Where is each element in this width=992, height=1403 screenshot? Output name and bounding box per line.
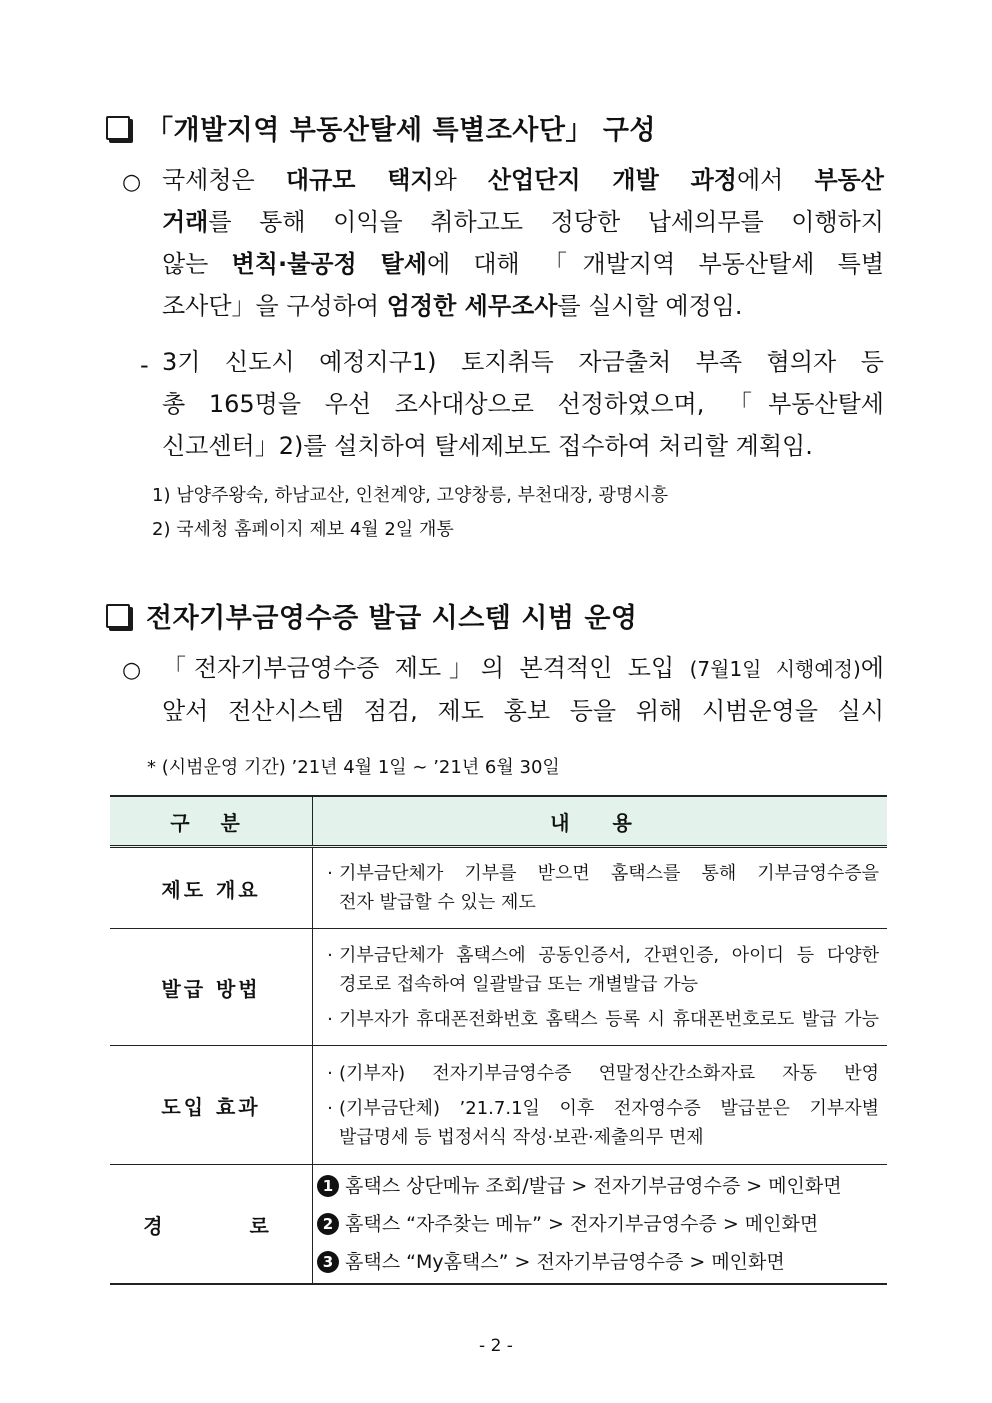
section2-bullet: ○ xyxy=(122,658,142,683)
paragraph-line: 신고센터」2)를 설치하여 탈세제보도 접수하여 처리할 계획임. xyxy=(162,432,813,460)
section2-line1-c: 에 xyxy=(860,654,884,682)
section2-line2: 앞서 전산시스템 점검, 제도 홍보 등을 위해 시범운영을 실시 xyxy=(162,697,884,725)
table-row xyxy=(110,847,887,929)
path-item: 1 홈택스 상단메뉴 조회/발급 > 전자기부금영수증 > 메인화면 xyxy=(317,1167,887,1205)
paragraph-line: 조사단」을 구성하여 엄정한 세무조사를 실시할 예정임. xyxy=(162,292,743,320)
row-content xyxy=(313,847,888,929)
row-label: 경 로 xyxy=(110,1165,313,1285)
footnote: 1) 남양주왕숙, 하남교산, 인천계양, 고양창릉, 부천대장, 광명시흥 xyxy=(152,485,669,506)
section1-heading xyxy=(106,108,656,147)
section2-heading xyxy=(106,596,638,635)
footnote: 2) 국세청 홈페이지 제보 4월 2일 개통 xyxy=(152,519,454,540)
paragraph-line: 3기 신도시 예정지구1) 토지취득 자금출처 부족 혐의자 등 xyxy=(162,348,884,376)
paragraph-line: 국세청은 대규모 택지와 산업단지 개발 과정에서 부동산 xyxy=(162,166,884,194)
paragraph-line: 거래를 통해 이익을 취하고도 정당한 납세의무를 이행하지 xyxy=(162,208,884,236)
path-item: 2 홈택스 “자주찾는 메뉴” > 전자기부금영수증 > 메인화면 xyxy=(317,1205,887,1243)
section1-footnotes xyxy=(152,479,668,547)
table-row xyxy=(110,1046,887,1165)
row-label: 도입 효과 xyxy=(110,1046,313,1165)
section2-line1-b: (7월1일 시행예정) xyxy=(689,657,861,681)
number-2-icon: 2 xyxy=(317,1213,339,1235)
table-header-category: 구 분 xyxy=(110,796,313,847)
paragraph-line: 총 165명을 우선 조사대상으로 선정하였으며, 「부동산탈세 xyxy=(162,390,884,418)
table-row xyxy=(110,929,887,1046)
number-3-icon: 3 xyxy=(317,1251,339,1273)
section1-sub-paragraph xyxy=(162,341,884,467)
row-label: 제도 개요 xyxy=(110,847,313,929)
list-item: · 기부금단체가 홈택스에 공동인증서, 간편인증, 아이디 등 다양한 경로로 접속하여 일괄발급 또는 개별발급 가능 xyxy=(327,944,879,995)
section2-title: 전자기부금영수증 발급 시스템 시범 운영 xyxy=(146,603,638,634)
list-item: · (기부금단체) ’21.7.1일 이후 전자영수증 발급분은 기부자별 발급명세 등 법정서식 작성·보관·제출의무 면제 xyxy=(327,1097,879,1148)
page-number: - 2 - xyxy=(479,1336,513,1356)
section2-line1-a: 「전자기부금영수증 제도」의 본격적인 도입 xyxy=(162,654,690,682)
list-item: · (기부자) 전자기부금영수증 연말정산간소화자료 자동 반영 xyxy=(327,1062,879,1084)
row-content xyxy=(313,929,888,1046)
number-1-icon: 1 xyxy=(317,1175,339,1197)
list-item: · 기부자가 휴대폰전화번호 홈택스 등록 시 휴대폰번호로도 발급 가능 xyxy=(327,1008,879,1030)
section2-main-paragraph xyxy=(162,647,884,732)
section1-title: 「개발지역 부동산탈세 특별조사단」 구성 xyxy=(146,115,657,146)
section1-bullet: ○ xyxy=(122,170,142,195)
section2-period-note: * (시범운영 기간) ’21년 4월 1일 ∼ ’21년 6월 30일 xyxy=(147,757,560,778)
section1-main-paragraph xyxy=(162,159,884,327)
row-content xyxy=(313,1046,888,1165)
checkbox-square-icon xyxy=(106,604,130,628)
list-item: · 기부금단체가 기부를 받으면 홈택스를 통해 기부금영수증을 전자 발급할 수 있는 제도 xyxy=(327,863,879,913)
section1-sub-dash: - xyxy=(140,351,149,379)
row-label: 발급 방법 xyxy=(110,929,313,1046)
table-header-content: 내 용 xyxy=(313,796,888,847)
table-row xyxy=(110,1165,887,1285)
row-content xyxy=(313,1165,888,1285)
paragraph-line: 않는 변칙·불공정 탈세에 대해 「개발지역 부동산탈세 특별 xyxy=(162,250,885,278)
path-item: 3 홈택스 “My홈택스” > 전자기부금영수증 > 메인화면 xyxy=(317,1243,887,1281)
checkbox-square-icon xyxy=(106,116,130,140)
info-table xyxy=(110,795,887,1285)
